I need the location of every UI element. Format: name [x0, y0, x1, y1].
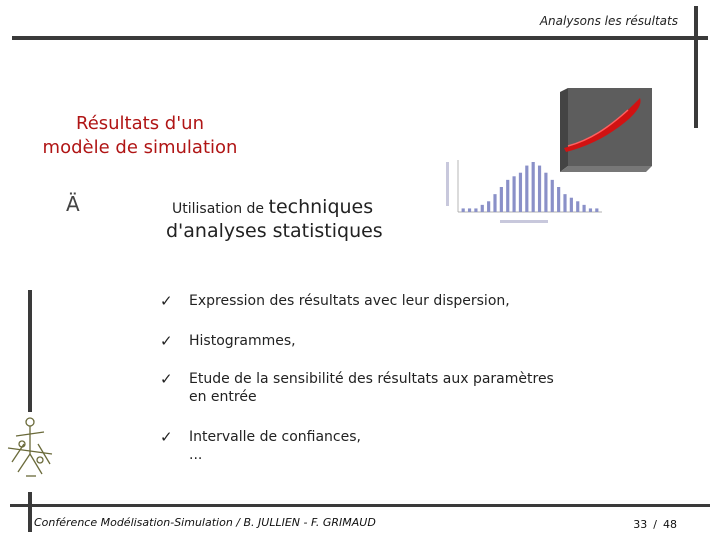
slide-title — [22, 112, 258, 160]
histogram-bar — [474, 208, 477, 212]
histogram-bar — [487, 201, 490, 212]
histogram-bar — [500, 187, 503, 212]
slide-title-line-2: modèle de simulation — [42, 137, 238, 158]
current-page: 33 — [633, 518, 648, 531]
histogram-bar — [576, 201, 579, 212]
footer-credit: Conférence Modélisation-Simulation / B. JULLIEN - F. GRIMAUD — [34, 516, 376, 529]
check-icon: ✓ — [160, 332, 173, 350]
check-icon: ✓ — [160, 292, 173, 310]
stick-figure-logo-icon — [2, 414, 56, 482]
footer-vertical-bar — [28, 492, 32, 532]
intro-line-2: d'analyses statistiques — [166, 220, 383, 242]
histogram-bar — [506, 180, 509, 212]
list-item-text — [189, 332, 296, 350]
histogram-bar — [583, 205, 586, 212]
header-vertical-bar — [694, 6, 698, 128]
histogram-bar — [462, 208, 465, 212]
footer-rule — [10, 504, 710, 507]
list-item-line-2: ... — [189, 447, 203, 463]
list-item-line-1: Intervalle de confiances, — [189, 429, 361, 445]
histogram-bar — [595, 208, 598, 212]
histogram-bar — [525, 166, 528, 212]
check-icon: ✓ — [160, 428, 173, 446]
histogram-bar — [557, 187, 560, 212]
check-icon: ✓ — [160, 370, 173, 388]
list-item-line-1: Etude de la sensibilité des résultats aux paramètres — [189, 371, 554, 387]
histogram-bar — [493, 194, 496, 212]
page-number — [630, 518, 680, 531]
list-item-line-1: Expression des résultats avec leur dispersion, — [189, 293, 510, 309]
list-item-line-1: Histogrammes, — [189, 333, 296, 349]
histogram-bar — [563, 194, 566, 212]
arrow-bullet-icon: Ä — [66, 192, 80, 216]
histogram-axes — [446, 160, 602, 223]
list-item-text — [189, 292, 510, 310]
histogram-bar — [544, 173, 547, 212]
slide-title-line-1: Résultats d'un — [76, 113, 204, 134]
list-item-text — [189, 428, 361, 464]
histogram-bar — [519, 173, 522, 212]
header-rule — [12, 36, 708, 40]
list-item-text — [189, 370, 554, 406]
histogram-bar — [551, 180, 554, 212]
intro-line-1 — [172, 196, 373, 218]
section-title: Analysons les résultats — [539, 14, 678, 28]
page-separator: / — [653, 518, 657, 531]
total-pages: 48 — [663, 518, 677, 531]
intro-prefix: Utilisation de — [172, 201, 269, 217]
histogram-thumbnail — [440, 156, 608, 228]
histogram-bar — [570, 198, 573, 212]
list-item-line-2: en entrée — [189, 389, 257, 405]
histogram-bar — [481, 205, 484, 212]
histogram-bar — [589, 208, 592, 212]
histogram-bar — [513, 176, 516, 212]
histogram-bar — [538, 166, 541, 212]
intro-emphasis: techniques — [268, 196, 374, 218]
histogram-bar — [532, 162, 535, 212]
histogram-bar — [468, 208, 471, 212]
left-vertical-bar — [28, 290, 32, 412]
